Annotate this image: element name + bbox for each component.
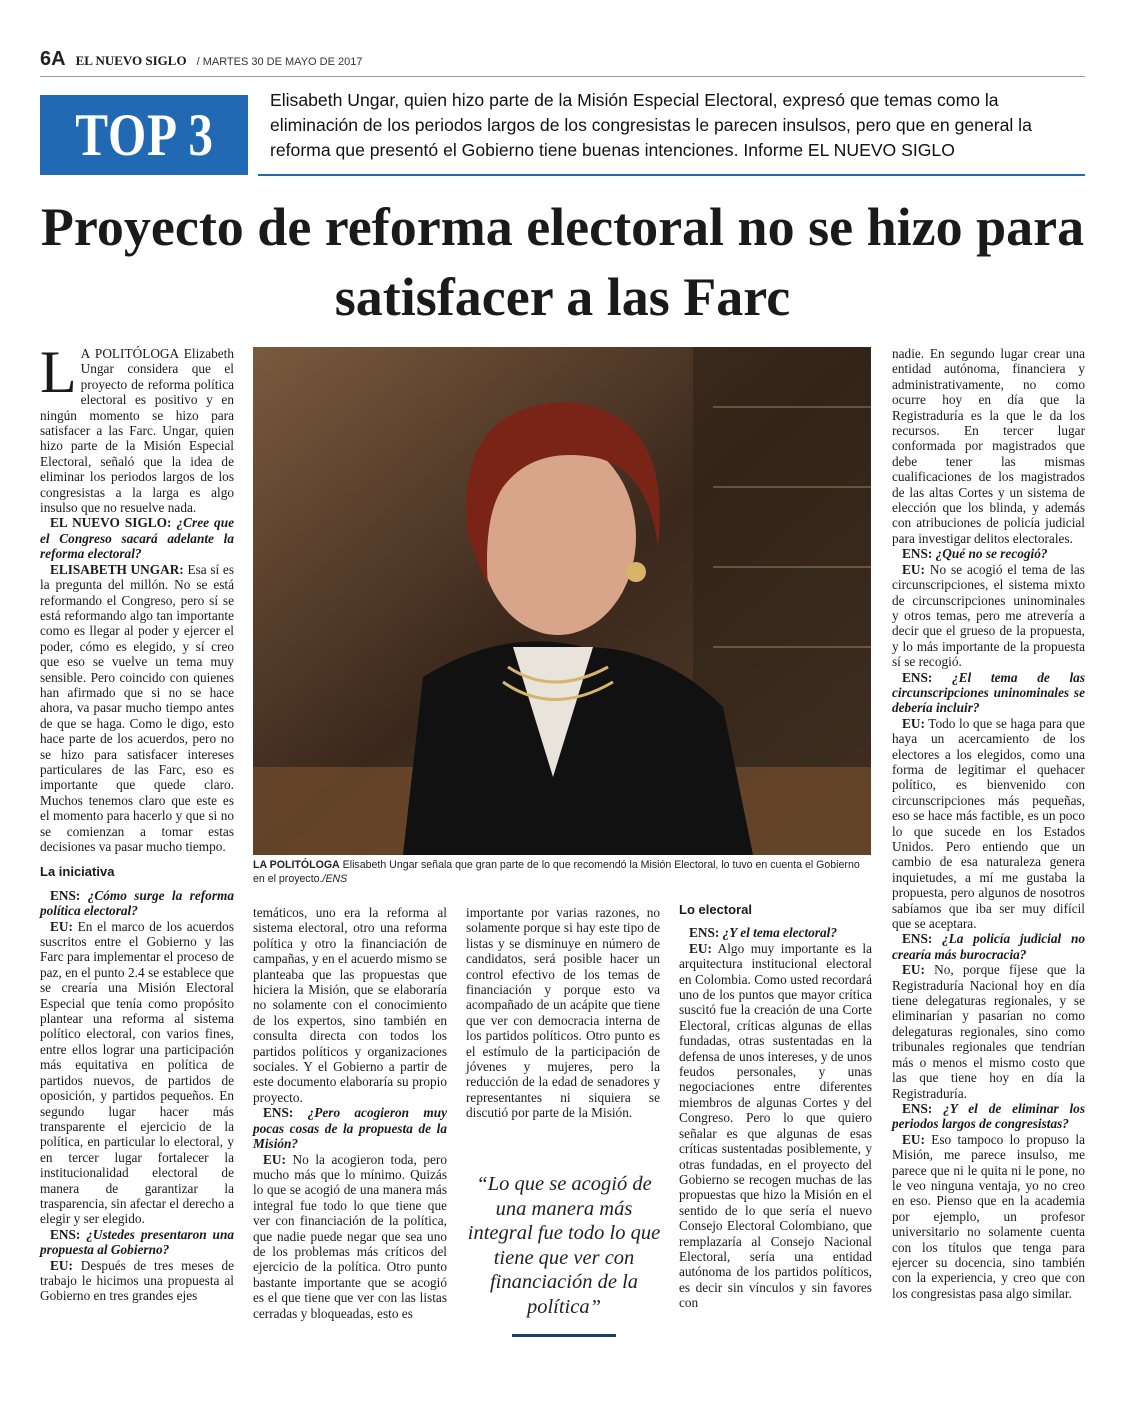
speaker: EU: xyxy=(689,940,712,956)
speaker: ELISABETH UNGAR: xyxy=(50,561,184,577)
speaker: ENS: xyxy=(902,669,933,685)
speaker: ENS: xyxy=(263,1105,294,1121)
answer: Algo muy importante es la arquitectura institucional electoral en Colombia. Como usted recordará uno de los puntos que mayor crítica suscitó fue la creación de una Corte Electoral, críticas algunas de ellas fundadas, otras sustentadas en la defensa de unos intereses, y de unos feudos personales, y unas negociaciones entre diferentes miembros de algunas Cortes y del Congreso. Pero lo que quiero señalar es que algunas de esas críticas sustentadas posiblemente, y otras fundadas, en el proyecto del Gobierno se recogen muchas de las propuestas que hizo la Misión en el sentido de lo que sería el nuevo Consejo Electoral Colombiano, que remplazaría al Consejo Nacional Electoral, sería una entidad autónoma de los partidos políticos, es decir sin vínculos y sin favores con xyxy=(679,940,872,1311)
pull-quote-rule xyxy=(512,1334,616,1337)
caption-lead: LA POLITÓLOGA xyxy=(253,859,340,871)
speaker: ENS: xyxy=(50,1226,81,1242)
article-column-4 xyxy=(679,900,872,1311)
paragraph: A POLITÓLOGA Elizabeth Ungar considera que el proyecto de reforma política electoral es positivo y en ningún momento se hizo para satisfacer a las Farc. Ungar, quien hizo parte de la Misión Especial Electoral, señaló que la idea de eliminar los periodos largos de los congresistas a la larga es algo insulso que no resuelve nada. xyxy=(40,346,234,516)
speaker: EU: xyxy=(902,561,925,577)
question: ¿Cree que el Congreso sacará adelante la reforma electoral? xyxy=(40,515,234,562)
portrait-illustration xyxy=(253,347,871,855)
page-number: 6A xyxy=(40,48,66,70)
answer: Todo lo que se haga para que haya un acercamiento de los electores a los elegidos, como una forma de legitimar el quehacer político, es bienvenido con circunscripciones más pequeñas, eso se hace más factible, es un poco lo que sucede en los Estados Unidos. Pero entiendo que un cambio de esa naturaleza genera inquietudes, a mí me gustaba la propuesta, pero algunos de nosotros sabíamos que iba ser muy difícil que se aceptara. xyxy=(892,715,1085,932)
speaker: EL NUEVO SIGLO: xyxy=(50,515,172,531)
speaker: EU: xyxy=(50,1257,73,1273)
speaker: EU: xyxy=(902,962,925,978)
article-column-3 xyxy=(466,905,660,1121)
publication-date: / MARTES 30 DE MAYO DE 2017 xyxy=(196,56,363,68)
speaker: ENS: xyxy=(902,1100,933,1116)
speaker: ENS: xyxy=(902,931,933,947)
question: ¿Ustedes presentaron una propuesta al Gobierno? xyxy=(40,1226,234,1258)
answer: temáticos, uno era la reforma al sistema electoral, otro una reforma política y otro la financiación de campañas, y en el acuerdo mismo se planteaba que las propuestas que hiciera la Misión, que se elaboraría no solamente con el conocimiento de los expertos, sino también en consulta directa con todos los partidos políticos y organizaciones sociales. Y el Gobierno a partir de este documento elaboraría su propio proyecto. xyxy=(253,905,447,1105)
answer: No la acogieron toda, pero mucho más que lo mínimo. Quizás lo que se acogió de una manera más integral fue todo lo que tiene que ver con financiación de la política, que nadie puede negar que sea uno de los problemas más críticos del ejercicio de la política. Otro punto bastante importante que se acogió es el que tiene que ver con las listas cerradas y bloqueadas, esto es xyxy=(253,1151,447,1321)
question: ¿El tema de las circunscripciones uninominales se debería incluir? xyxy=(892,669,1085,716)
speaker: ENS: xyxy=(50,887,81,903)
answer: No se acogió el tema de las circunscripciones, el sistema mixto de circunscripciones uninominales y otros temas, pero me atrevería a decir que el grueso de la propuesta, y lo más importante de la propuesta sí se recogió. xyxy=(892,561,1085,670)
article-headline: Proyecto de reforma electoral no se hizo para satisfacer a las Farc xyxy=(40,197,1085,327)
intro-divider xyxy=(258,174,1085,176)
speaker: EU: xyxy=(263,1151,286,1167)
speaker: ENS: xyxy=(902,546,933,562)
article-column-2 xyxy=(253,905,447,1321)
answer: En el marco de los acuerdos suscritos entre el Gobierno y las Farc para implementar el proceso de paz, en el punto 2.4 se establece que se crearía una Misión Electoral Especial que tenía como propósito plantear una reforma al sistema político electoral, con varios fines, entre ellos lograr una participación más equitativa en política de partidos nuevos, de partidos de oposición, y partidos pequeños. En segundo lugar hacer más transparente el ejercicio de la política, en particular lo electoral, y en tercer lugar fortalecer la institucionalidad electoral de manera de garantizar la trasparencia, sin afectar el derecho a elegir y ser elegido. xyxy=(40,918,234,1227)
question: ¿Y el de eliminar los periodos largos de congresistas? xyxy=(892,1100,1085,1132)
speaker: EU: xyxy=(50,918,73,934)
subheading: Lo electoral xyxy=(679,902,752,917)
article-column-5 xyxy=(892,346,1085,1301)
subheading: La iniciativa xyxy=(40,864,115,880)
article-photo xyxy=(253,347,871,855)
article-column-1 xyxy=(40,339,234,1304)
speaker: EU: xyxy=(902,715,925,731)
answer: Después de tres meses de trabajo le hicimos una propuesta al Gobierno en tres grandes ejes xyxy=(40,1257,234,1304)
article-intro: Elisabeth Ungar, quien hizo parte de la Misión Especial Electoral, expresó que temas como la eliminación de los periodos largos de los congresistas le parecen insulsos, pero que en general la reforma que presentó el Gobierno tiene buenas intenciones. Informe EL NUEVO SIGLO xyxy=(270,90,1032,160)
answer: Eso tampoco lo propuso la Misión, me parece insulso, me parece que ni le quita ni le pone, no le veo ninguna ventaja, yo no creo en eso. Pienso que en la academia por ejemplo, un profesor universitario no solamente cuenta con los títulos que tenga para ejercer su docencia, sino también con la experiencia, y creo que con los congresistas pasa algo similar. xyxy=(892,1131,1085,1301)
photo-caption xyxy=(253,858,873,886)
page-header xyxy=(40,48,1085,77)
speaker: EU: xyxy=(902,1131,925,1147)
section-badge xyxy=(40,95,248,175)
question: ¿La policía judicial no crearía más burocracia? xyxy=(892,931,1085,962)
section-label: TOP 3 xyxy=(74,101,214,168)
drop-cap: L xyxy=(40,339,77,405)
question: ¿Qué no se recogió? xyxy=(932,546,1048,562)
speaker: ENS: xyxy=(689,925,720,941)
caption-text: Elisabeth Ungar señala que gran parte de lo que recomendó la Misión Electoral, lo tuvo en cuenta el Gobierno en el proyecto. xyxy=(253,859,860,885)
photo-credit: /ENS xyxy=(322,873,348,885)
answer: Esa sí es la pregunta del millón. No se está reformando el Congreso, pero sí se está reformando algo tan importante como es llegar al poder y ejercer el poder, cómo es elegido, y sí creo que eso se vuelve un tema muy sensible. Pero coincido con quienes han afirmado que si no se hace ahora, va pasar mucho tiempo antes de que se haga. Como le digo, esto hace parte de los acuerdos, pero no se hizo para satisfacer intereses particulares de las Farc, eso es importante que quede claro. Muchos tenemos claro que este es el momento para hacerlo y que si no se comienzan a tomar estas decisiones va pasar mucho tiempo. xyxy=(40,561,234,854)
question: ¿Cómo surge la reforma política electoral? xyxy=(40,887,234,919)
answer: nadie. En segundo lugar crear una entidad autónoma, financiera y administrativamente, no como ocurre hoy en día que la Registraduría es la que le da los recursos. En tercer lugar conformada por magistrados que debe tener las mismas cualificaciones de los magistrados de las altas Cortes y un sistema de elección que los blinda, y además con atribuciones de policía judicial para investigar delitos electorales. xyxy=(892,346,1085,546)
answer: importante por varias razones, no solamente porque si hay este tipo de listas y se disminuye en número de candidatos, será posible hacer un control efectivo de los temas de financiación y porque esto va acompañado de un acápite que tiene que ver con democracia interna de los partidos políticos. Otro punto es el estímulo de la participación de jóvenes y mujeres, pero la reducción de la edad de senadores y representantes ni siquiera se discutió por parte de la Misión. xyxy=(466,905,660,1121)
question: ¿Y el tema electoral? xyxy=(719,925,837,941)
answer: No, porque fíjese que la Registraduría Nacional hoy en día tiene delegaturas regionales, y se eliminarían y pasarían no como delegaturas regionales, sino como tribunales regionales que tendrían más o menos el mismo costo que las que tiene hoy en día la Registraduría. xyxy=(892,962,1085,1101)
newspaper-name: EL NUEVO SIGLO xyxy=(75,53,187,68)
question: ¿Pero acogieron muy pocas cosas de la propuesta de la Misión? xyxy=(253,1105,447,1152)
pull-quote: “Lo que se acogió de una manera más integral fue todo lo que tiene que ver con financiación de la política” xyxy=(467,1173,661,1318)
